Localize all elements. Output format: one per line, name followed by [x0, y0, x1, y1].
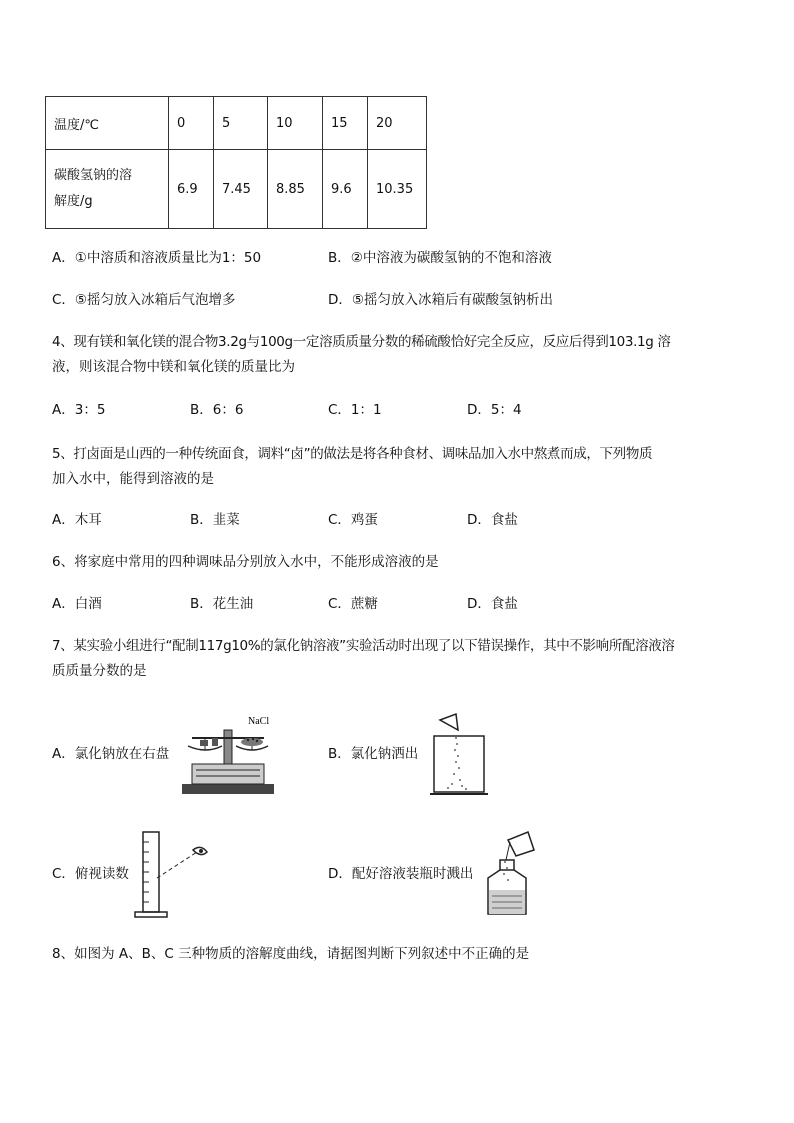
q4-option-b[interactable]: B．6：6 [190, 402, 244, 418]
q6-option-b[interactable]: B．花生油 [190, 596, 254, 612]
q4-stem-line1: 4、现有镁和氧化镁的混合物3.2g与100g一定溶质质量分数的稀硫酸恰好完全反应，反应后得到103.1g 溶 [52, 334, 671, 350]
q7-stem-line2: 质质量分数的是 [52, 663, 147, 679]
q4-option-a[interactable]: A．3：5 [52, 402, 106, 418]
table-header-cell: 温度/℃ [46, 97, 169, 150]
q7-stem-line1: 7、某实验小组进行“配制117g10%的氯化钠溶液”实验活动时出现了以下错误操作，其中不影响所配溶液溶 [52, 638, 675, 654]
q5-stem-line2: 加入水中，能得到溶液的是 [52, 471, 214, 487]
table-row [46, 97, 427, 150]
table-header-line: 解度/g [54, 194, 93, 209]
bottle-pour-illustration [482, 828, 546, 920]
q7-option-b[interactable]: B．氯化钠洒出 [328, 746, 419, 762]
cylinder-reading-illustration [135, 828, 215, 920]
beaker-spill-illustration [430, 712, 490, 798]
q5-stem-line1: 5、打卤面是山西的一种传统面食，调料“卤”的做法是将各种食材、调味品加入水中熬煮而成，下列物质 [52, 446, 653, 462]
balance-scale-illustration [178, 708, 278, 798]
q6-option-c[interactable]: C．蔗糖 [328, 596, 378, 612]
table-cell: 20 [368, 97, 427, 150]
table-cell: 10.35 [368, 150, 427, 229]
q7-option-d[interactable]: D．配好溶液装瓶时溅出 [328, 866, 474, 882]
table-cell: 9.6 [323, 150, 368, 229]
q7-option-a[interactable]: A．氯化钠放在右盘 [52, 746, 170, 762]
q8-stem-line1: 8、如图为 A、B、C 三种物质的溶解度曲线，请据图判断下列叙述中不正确的是 [52, 946, 530, 962]
q3-option-d[interactable]: D．⑤摇匀放入冰箱后有碳酸氢钠析出 [328, 292, 553, 308]
q4-stem-line2: 液，则该混合物中镁和氧化镁的质量比为 [52, 359, 295, 375]
q5-option-d[interactable]: D．食盐 [467, 512, 518, 528]
table-cell: 15 [323, 97, 368, 150]
table-header-line: 碳酸氢钠的溶 [54, 168, 133, 183]
q5-option-a[interactable]: A．木耳 [52, 512, 102, 528]
q6-option-d[interactable]: D．食盐 [467, 596, 518, 612]
q6-stem-line1: 6、将家庭中常用的四种调味品分别放入水中，不能形成溶液的是 [52, 554, 439, 570]
q3-option-b[interactable]: B．②中溶液为碳酸氢钠的不饱和溶液 [328, 250, 552, 266]
q5-option-c[interactable]: C．鸡蛋 [328, 512, 378, 528]
q7-option-c[interactable]: C．俯视读数 [52, 866, 129, 882]
table-row [46, 150, 427, 229]
table-cell: 5 [214, 97, 268, 150]
table-cell: 10 [268, 97, 323, 150]
nacl-label: NaCl [248, 716, 270, 727]
q4-option-d[interactable]: D．5：4 [467, 402, 522, 418]
table-cell: 7.45 [214, 150, 268, 229]
q6-option-a[interactable]: A．白酒 [52, 596, 102, 612]
table-cell: 0 [169, 97, 214, 150]
table-header-cell [46, 150, 169, 229]
solubility-table [45, 96, 427, 229]
q3-option-c[interactable]: C．⑤摇匀放入冰箱后气泡增多 [52, 292, 236, 308]
q4-option-c[interactable]: C．1：1 [328, 402, 382, 418]
table-cell: 8.85 [268, 150, 323, 229]
table-cell: 6.9 [169, 150, 214, 229]
q3-option-a[interactable]: A．①中溶质和溶液质量比为1：50 [52, 250, 262, 266]
q5-option-b[interactable]: B．韭菜 [190, 512, 240, 528]
